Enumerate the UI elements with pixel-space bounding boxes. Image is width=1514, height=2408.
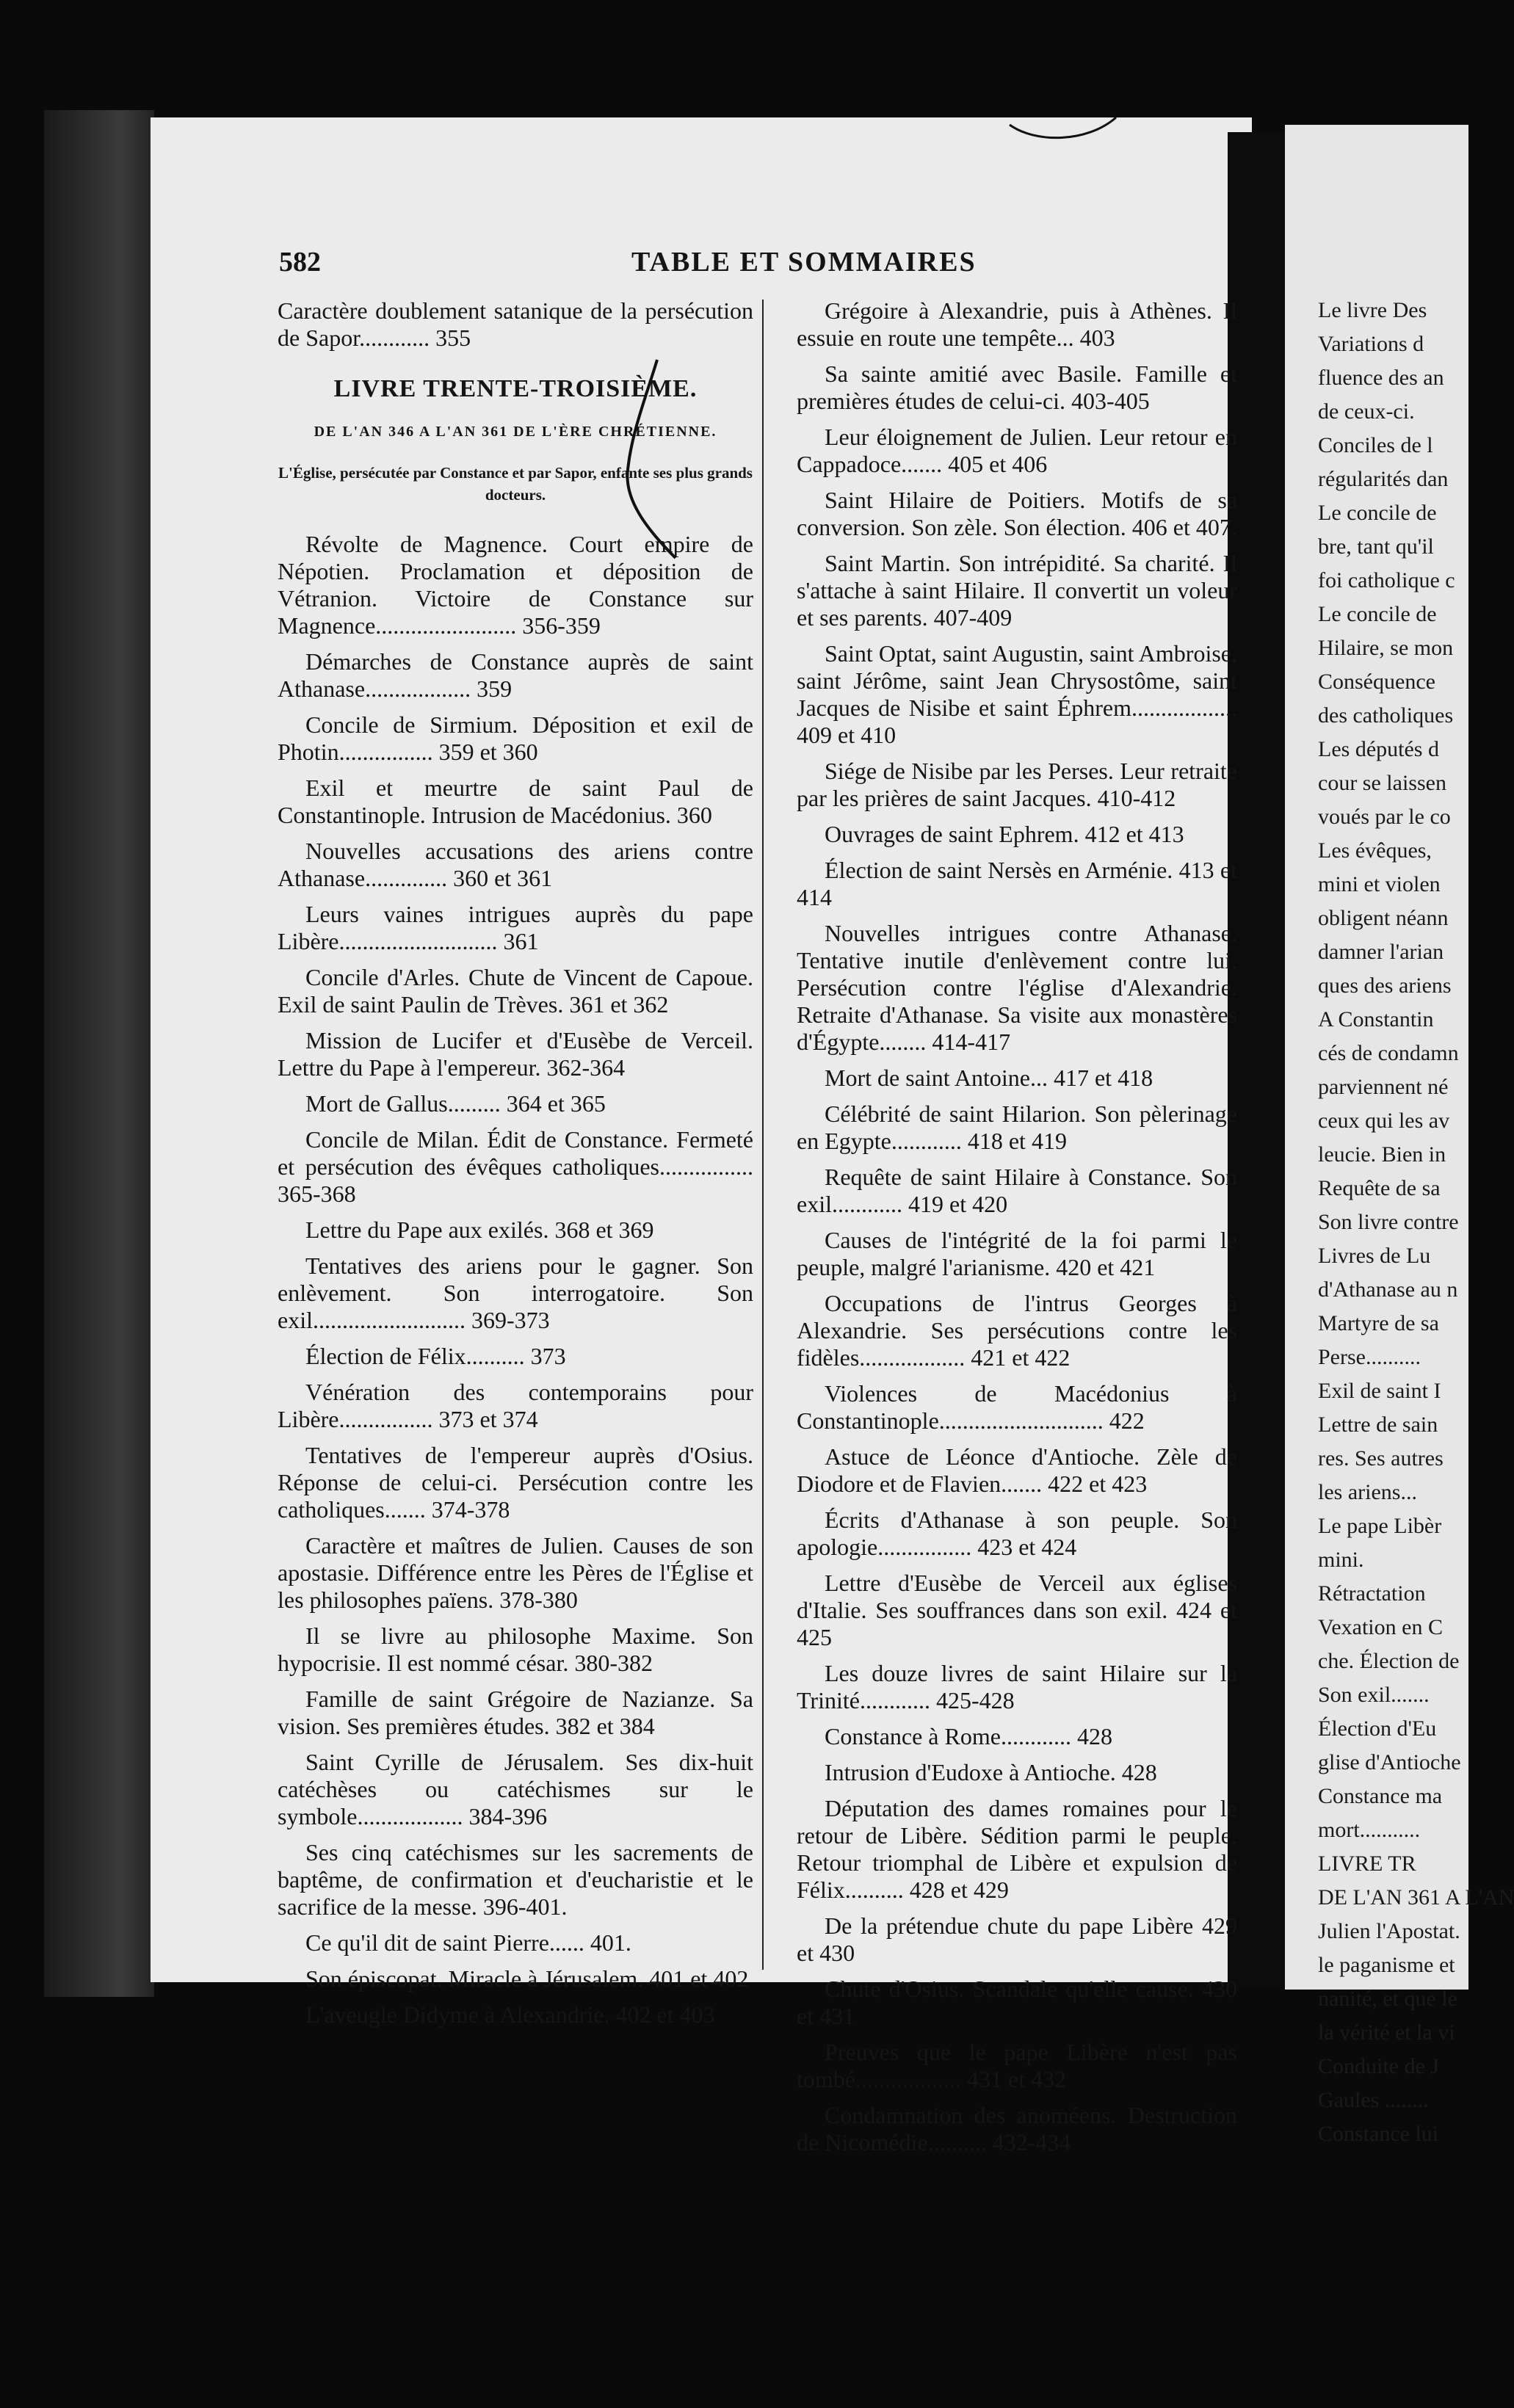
facing-line: Constance ma	[1318, 1784, 1443, 1808]
index-entry: L'aveugle Didyme à Alexandrie. 402 et 403	[305, 2001, 715, 2028]
facing-line: Élection d'Eu	[1318, 1716, 1437, 1741]
facing-line: bre, tant qu'il	[1318, 534, 1434, 559]
facing-line: Variations d	[1318, 332, 1424, 356]
index-entry: Saint Martin. Son intrépidité. Sa charité. Il s'attache à saint Hilaire. Il convertit un voleur et ses parents. 407-409	[797, 550, 1237, 631]
facing-line: Lettre de sain	[1318, 1412, 1438, 1437]
facing-line: Vexation en C	[1318, 1615, 1443, 1639]
index-entry: Intrusion d'Eudoxe à Antioche. 428	[825, 1759, 1157, 1785]
facing-line: Le concile de	[1318, 501, 1437, 525]
facing-line: Hilaire, se mon	[1318, 636, 1454, 660]
index-entry: Saint Optat, saint Augustin, saint Ambroise, saint Jérôme, saint Jean Chrysostôme, saint Jacques de Nisibe et saint Éphrem.................. 409 et 410	[797, 640, 1237, 748]
facing-line: foi catholique c	[1318, 568, 1455, 592]
facing-line: nanité, et que le	[1318, 1987, 1457, 2011]
index-entry: Concile de Milan. Édit de Constance. Fermeté et persécution des évêques catholiques................ 365-368	[278, 1126, 753, 1207]
index-entry: Leurs vaines intrigues auprès du pape Libère........................... 361	[278, 901, 753, 954]
index-entry: Concile de Sirmium. Déposition et exil de Photin................ 359 et 360	[278, 711, 753, 765]
facing-line: LIVRE TR	[1318, 1852, 1416, 1876]
index-entry: De la prétendue chute du pape Libère 429 et 430	[797, 1912, 1237, 1966]
column-divider	[762, 300, 764, 1970]
index-entry: Nouvelles intrigues contre Athanase. Tentative inutile d'enlèvement contre lui. Persécution contre l'église d'Alexandrie. Retraite d'Athanase. Sa visite aux monastères d'Égypte........ 414-417	[797, 920, 1237, 1055]
facing-line: d'Athanase au n	[1318, 1277, 1458, 1302]
facing-line: les ariens...	[1318, 1480, 1417, 1504]
facing-line: Rétractation	[1318, 1581, 1426, 1606]
facing-line: res. Ses autres	[1318, 1446, 1444, 1470]
index-entry: Tentatives des ariens pour le gagner. Son enlèvement. Son interrogatoire. Son exil.......................... 369-373	[278, 1252, 753, 1333]
index-entry: Concile d'Arles. Chute de Vincent de Capoue. Exil de saint Paulin de Trèves. 361 et 362	[278, 964, 753, 1018]
running-title: TABLE ET SOMMAIRES	[631, 247, 977, 278]
facing-line: DE L'AN 361 A L'AN	[1318, 1885, 1514, 1910]
facing-line: Son livre contre	[1318, 1210, 1459, 1234]
facing-line: Conciles de l	[1318, 433, 1433, 457]
facing-line: cour se laissen	[1318, 771, 1446, 795]
facing-line: ques des ariens	[1318, 973, 1452, 998]
index-entry: Mission de Lucifer et d'Eusèbe de Verceil. Lettre du Pape à l'empereur. 362-364	[278, 1027, 753, 1081]
facing-line: fluence des an	[1318, 366, 1444, 390]
index-entry: Révolte de Magnence. Court empire de Népotien. Proclamation et déposition de Vétranion. Victoire de Constance sur Magnence........................ 356-359	[278, 531, 753, 639]
index-entry: Démarches de Constance auprès de saint Athanase.................. 359	[278, 648, 753, 702]
facing-line: Exil de saint I	[1318, 1379, 1441, 1403]
index-entry: Saint Hilaire de Poitiers. Motifs de sa conversion. Son zèle. Son élection. 406 et 407.	[797, 487, 1237, 540]
facing-line: mort...........	[1318, 1818, 1421, 1842]
facing-line: Livres de Lu	[1318, 1244, 1431, 1268]
index-entry: Causes de l'intégrité de la foi parmi le peuple, malgré l'arianisme. 420 et 421	[797, 1227, 1237, 1280]
pen-mark	[1006, 103, 1123, 147]
facing-line: leucie. Bien in	[1318, 1142, 1446, 1167]
facing-line: le paganisme et	[1318, 1953, 1455, 1977]
book-edge	[44, 110, 154, 1997]
index-entry: Ce qu'il dit de saint Pierre...... 401.	[305, 1929, 631, 1956]
index-entry: Occupations de l'intrus Georges à Alexandrie. Ses persécutions contre les fidèles.................. 421 et 422	[797, 1290, 1237, 1371]
book-title: LIVRE TRENTE-TROISIÈME.	[333, 375, 698, 402]
facing-line: Requête de sa	[1318, 1176, 1441, 1200]
facing-line: A Constantin	[1318, 1007, 1434, 1031]
facing-line: Gaules ........	[1318, 2088, 1429, 2112]
index-entry: Écrits d'Athanase à son peuple. Son apologie................ 423 et 424	[797, 1506, 1237, 1560]
facing-line: Conséquence	[1318, 670, 1435, 694]
facing-line: cés de condamn	[1318, 1041, 1459, 1065]
index-entry: Grégoire à Alexandrie, puis à Athènes. Il essuie en route une tempête... 403	[797, 297, 1237, 351]
facing-line: parviennent né	[1318, 1075, 1449, 1099]
index-entry: Élection de Félix.......... 373	[305, 1343, 566, 1369]
facing-line: des catholiques	[1318, 703, 1454, 728]
index-entry: Condamnation des anoméens. Destruction de Nicomédie.......... 432-434	[797, 2102, 1237, 2155]
facing-line: Le concile de	[1318, 602, 1437, 626]
left-entry-list	[278, 531, 753, 2028]
facing-line: Les évêques,	[1318, 838, 1432, 863]
facing-line: ceux qui les av	[1318, 1109, 1450, 1133]
facing-line: obligent néann	[1318, 906, 1449, 930]
index-entry: Les douze livres de saint Hilaire sur la Trinité............ 425-428	[797, 1660, 1237, 1713]
index-entry: Caractère et maîtres de Julien. Causes de son apostasie. Différence entre les Pères de l'Église et les philosophes païens. 378-380	[278, 1532, 753, 1613]
facing-line: mini.	[1318, 1548, 1364, 1572]
index-entry: Son épiscopat. Miracle à Jérusalem. 401 et 402	[305, 1965, 749, 1992]
facing-line: Perse..........	[1318, 1345, 1421, 1369]
index-entry: Chute d'Osius. Scandale qu'elle cause. 430 et 431	[797, 1976, 1237, 2029]
index-entry: Requête de saint Hilaire à Constance. Son exil............ 419 et 420	[797, 1164, 1237, 1217]
index-entry: Astuce de Léonce d'Antioche. Zèle de Diodore et de Flavien....... 422 et 423	[797, 1443, 1237, 1497]
facing-line: Julien l'Apostat.	[1318, 1919, 1460, 1943]
index-entry: Élection de saint Nersès en Arménie. 413 et 414	[797, 857, 1237, 910]
facing-line: che. Élection de	[1318, 1649, 1460, 1673]
facing-page-text	[1318, 297, 1514, 2155]
facing-line: Constance lui	[1318, 2122, 1439, 2146]
facing-line: Le livre Des	[1318, 298, 1427, 322]
index-entry: Mort de Gallus......... 364 et 365	[305, 1090, 606, 1117]
index-entry: Leur éloignement de Julien. Leur retour en Cappadoce....... 405 et 406	[797, 424, 1237, 477]
index-entry: Ouvrages de saint Ephrem. 412 et 413	[825, 821, 1184, 847]
index-entry: Siége de Nisibe par les Perses. Leur retraite par les prières de saint Jacques. 410-412	[797, 758, 1237, 811]
facing-line: la vérité et la vi	[1318, 2020, 1455, 2045]
index-entry: Exil et meurtre de saint Paul de Constantinople. Intrusion de Macédonius. 360	[278, 775, 753, 828]
index-entry: Lettre du Pape aux exilés. 368 et 369	[305, 1216, 654, 1243]
index-entry: Constance à Rome............ 428	[825, 1723, 1112, 1749]
page-number: 582	[279, 247, 321, 278]
top-entry: Caractère doublement satanique de la persécution de Sapor............ 355	[278, 297, 753, 351]
index-entry: Ses cinq catéchismes sur les sacrements de baptême, de confirmation et d'eucharistie et le sacrifice de la messe. 396-401.	[278, 1839, 753, 1920]
facing-line: Les députés d	[1318, 737, 1439, 761]
right-entry-list	[797, 297, 1237, 2156]
facing-line: mini et violen	[1318, 872, 1441, 896]
index-entry: Famille de saint Grégoire de Nazianze. Sa vision. Ses premières études. 382 et 384	[278, 1686, 753, 1739]
facing-line: voués par le co	[1318, 805, 1451, 829]
book-summary: L'Église, persécutée par Constance et par Sapor, enfante ses plus grands docteurs.	[278, 464, 753, 504]
pen-mark	[587, 352, 749, 573]
facing-line: Conduite de J	[1318, 2054, 1439, 2078]
index-entry: Mort de saint Antoine... 417 et 418	[825, 1065, 1153, 1091]
facing-line: de ceux-ci.	[1318, 399, 1415, 424]
index-entry: Violences de Macédonius à Constantinople............................ 422	[797, 1380, 1237, 1434]
facing-line: régularités dan	[1318, 467, 1449, 491]
era-line: DE L'AN 346 A L'AN 361 DE L'ÈRE CHRÉTIENNE.	[314, 424, 717, 440]
index-entry: Il se livre au philosophe Maxime. Son hypocrisie. Il est nommé césar. 380-382	[278, 1622, 753, 1676]
facing-line: damner l'arian	[1318, 940, 1444, 964]
facing-line: glise d'Antioche	[1318, 1750, 1461, 1774]
index-entry: Lettre d'Eusèbe de Verceil aux églises d'Italie. Ses souffrances dans son exil. 424 et 425	[797, 1570, 1237, 1650]
index-entry: Tentatives de l'empereur auprès d'Osius. Réponse de celui-ci. Persécution contre les catholiques....... 374-378	[278, 1442, 753, 1523]
index-entry: Saint Cyrille de Jérusalem. Ses dix-huit catéchèses ou catéchismes sur le symbole.................. 384-396	[278, 1749, 753, 1829]
index-entry: Vénération des contemporains pour Libère................ 373 et 374	[278, 1379, 753, 1432]
index-entry: Preuves que le pape Libère n'est pas tombé.................. 431 et 432	[797, 2039, 1237, 2092]
facing-line: Son exil.......	[1318, 1683, 1430, 1707]
index-entry: Nouvelles accusations des ariens contre Athanase.............. 360 et 361	[278, 838, 753, 891]
right-column	[797, 297, 1237, 2165]
index-entry: Députation des dames romaines pour le retour de Libère. Sédition parmi le peuple. Retour triomphal de Libère et expulsion de Félix.......... 428 et 429	[797, 1795, 1237, 1903]
index-entry: Célébrité de saint Hilarion. Son pèlerinage en Egypte............ 418 et 419	[797, 1100, 1237, 1154]
index-entry: Sa sainte amitié avec Basile. Famille et premières études de celui-ci. 403-405	[797, 360, 1237, 414]
facing-line: Le pape Libèr	[1318, 1514, 1442, 1538]
facing-line: Martyre de sa	[1318, 1311, 1439, 1335]
page-header	[279, 246, 1248, 290]
